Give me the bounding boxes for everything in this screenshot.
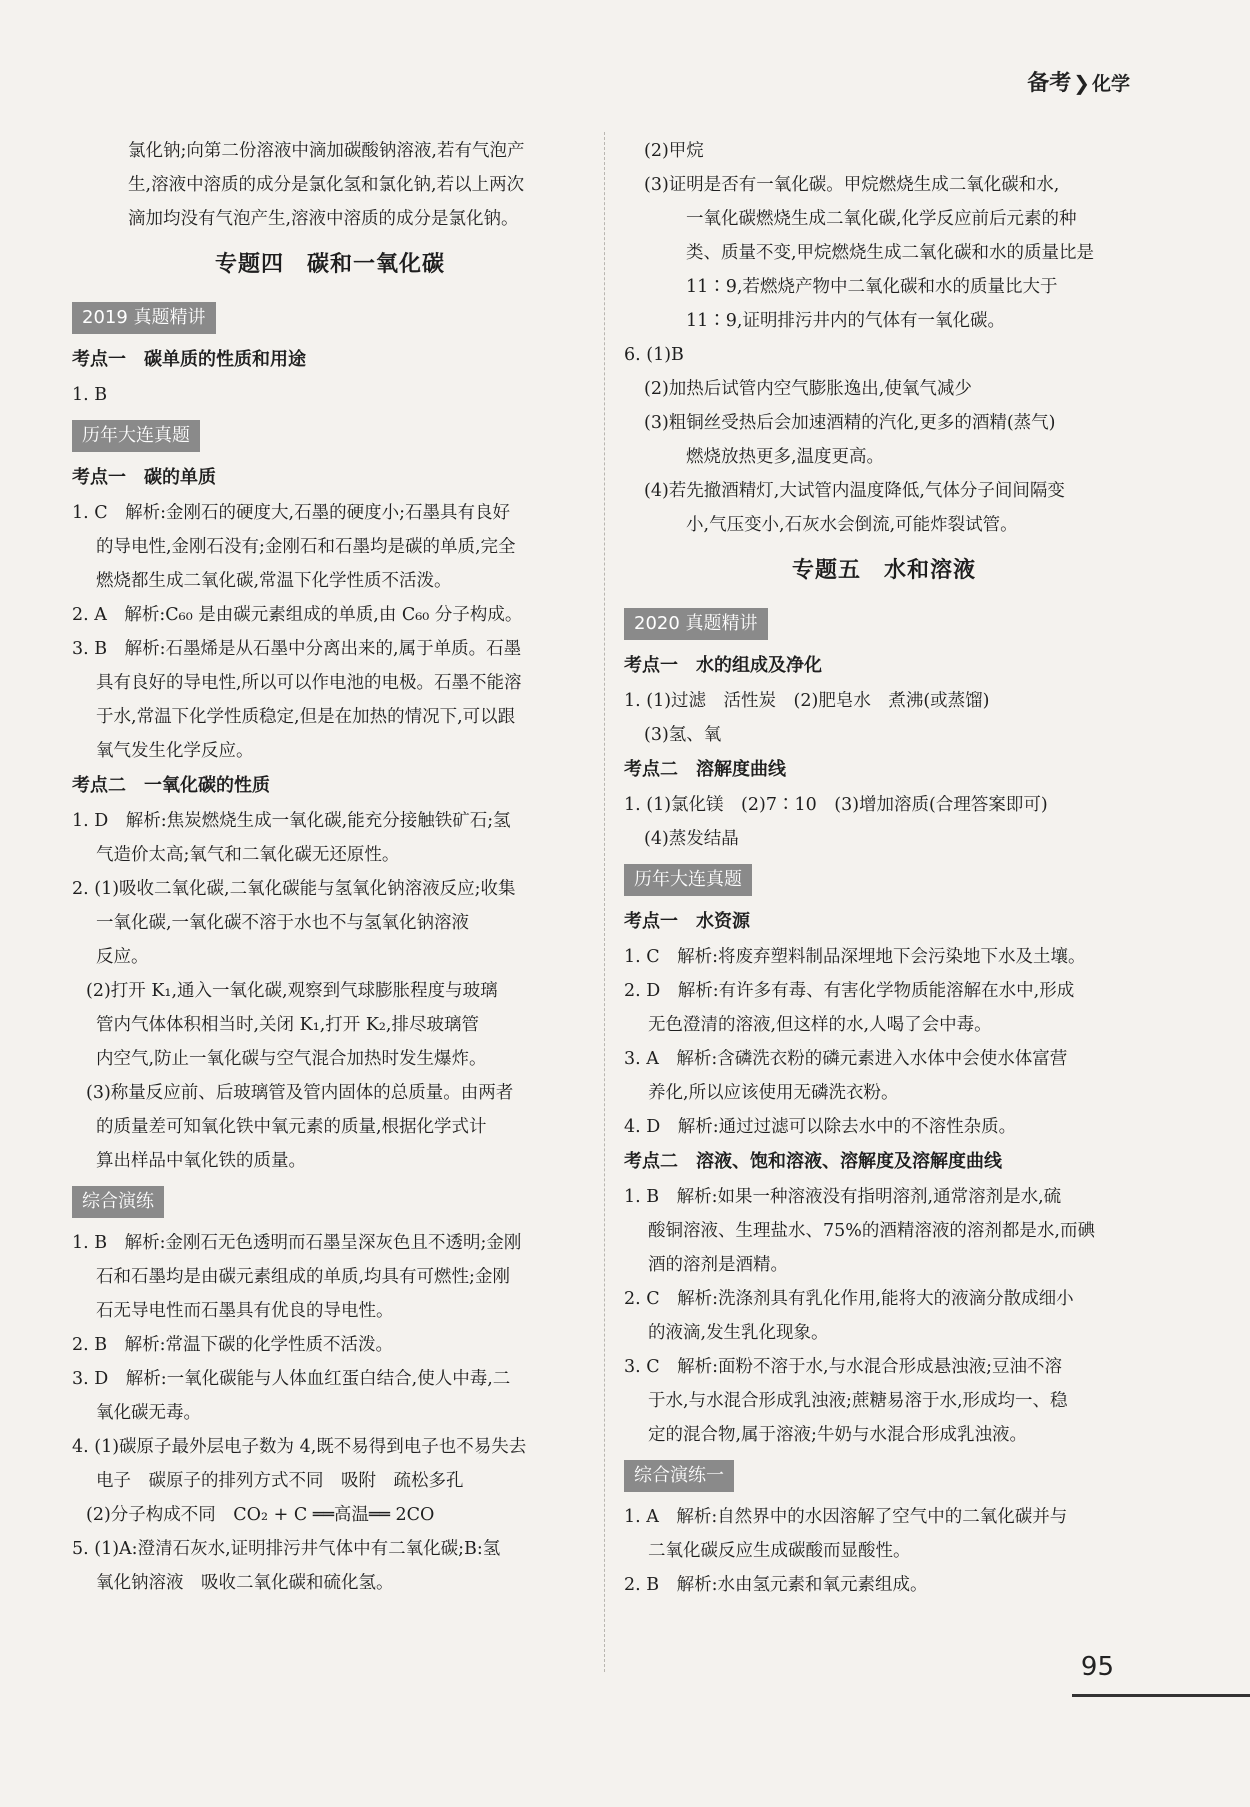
text-line: 生,溶液中溶质的成分是氯化氢和氯化钠,若以上两次: [128, 175, 525, 195]
answer-line: 1. C 解析:金刚石的硬度大,石墨的硬度小;石墨具有良好: [72, 503, 511, 523]
chevron-right-icon: ❯: [1073, 71, 1090, 95]
answer-line: 的液滴,发生乳化现象。: [648, 1323, 829, 1343]
answer-line: 1. B 解析:金刚石无色透明而石墨呈深灰色且不透明;金刚: [72, 1233, 522, 1253]
answer-line: 内空气,防止一氧化碳与空气混合加热时发生爆炸。: [96, 1049, 487, 1069]
answer-line: 6. (1)B: [624, 345, 684, 365]
answer-line: 1. C 解析:将废弃塑料制品深埋地下会污染地下水及土壤。: [624, 947, 1086, 967]
answer-line: 1. (1)氯化镁 (2)7∶10 (3)增加溶质(合理答案即可): [624, 795, 1048, 815]
section-badge: 历年大连真题: [72, 420, 200, 452]
answer-line: 酸铜溶液、生理盐水、75%的酒精溶液的溶剂都是水,而碘: [648, 1221, 1095, 1241]
answer-line: (3)证明是否有一氧化碳。甲烷燃烧生成二氧化碳和水,: [644, 175, 1060, 195]
answer-line: 管内气体体积相当时,关闭 K₁,打开 K₂,排尽玻璃管: [96, 1015, 479, 1035]
answer-line: (4)若先撤酒精灯,大试管内温度降低,气体分子间间隔变: [644, 481, 1065, 501]
answer-line: (3)氢、氧: [644, 725, 722, 745]
section-badge: 2020 真题精讲: [624, 608, 768, 640]
answer-line: (3)粗铜丝受热后会加速酒精的汽化,更多的酒精(蒸气): [644, 413, 1056, 433]
answer-line: 一氧化碳,一氧化碳不溶于水也不与氢氧化钠溶液: [96, 913, 470, 933]
answer-line: 类、质量不变,甲烷燃烧生成二氧化碳和水的质量比是: [686, 243, 1095, 263]
key-point-heading: 考点一 碳的单质: [72, 467, 216, 488]
answer-line: 电子 碳原子的排列方式不同 吸附 疏松多孔: [96, 1471, 464, 1491]
answer-line: 酒的溶剂是酒精。: [648, 1255, 788, 1275]
answer-line: 1. (1)过滤 活性炭 (2)肥皂水 煮沸(或蒸馏): [624, 691, 990, 711]
answer-line: 养化,所以应该使用无磷洗衣粉。: [648, 1083, 899, 1103]
answer-line: 2. B 解析:水由氢元素和氧元素组成。: [624, 1575, 928, 1595]
answer-line: (3)称量反应前、后玻璃管及管内固体的总质量。由两者: [86, 1083, 514, 1103]
header-brand: 备考: [1027, 71, 1072, 96]
answer-line: 石和石墨均是由碳元素组成的单质,均具有可燃性;金刚: [96, 1267, 510, 1287]
answer-line: 4. (1)碳原子最外层电子数为 4,既不易得到电子也不易失去: [72, 1437, 527, 1457]
answer-line: 2. B 解析:常温下碳的化学性质不活泼。: [72, 1335, 394, 1355]
answer-line: 11∶9,若燃烧产物中二氧化碳和水的质量比大于: [686, 277, 1058, 297]
answer-line: 2. (1)吸收二氧化碳,二氧化碳能与氢氧化钠溶液反应;收集: [72, 879, 516, 899]
answer-line: 2. C 解析:洗涤剂具有乳化作用,能将大的液滴分散成细小: [624, 1289, 1074, 1309]
text-line: 滴加均没有气泡产生,溶液中溶质的成分是氯化钠。: [128, 209, 519, 229]
key-point-heading: 考点二 溶液、饱和溶液、溶解度及溶解度曲线: [624, 1151, 1002, 1172]
section-title: 专题五 水和溶液: [791, 558, 976, 583]
answer-line: 3. A 解析:含磷洗衣粉的磷元素进入水体中会使水体富营: [624, 1049, 1068, 1069]
answer-line: 氧化钠溶液 吸收二氧化碳和硫化氢。: [96, 1573, 394, 1593]
key-point-heading: 考点二 溶解度曲线: [624, 759, 786, 780]
answer-line: 于水,常温下化学性质稳定,但是在加热的情况下,可以跟: [96, 707, 516, 727]
page-number: 95: [1080, 1652, 1114, 1682]
page-number-rule: [1072, 1694, 1250, 1697]
answer-line: 一氧化碳燃烧生成二氧化碳,化学反应前后元素的种: [686, 209, 1077, 229]
answer-line: 反应。: [96, 947, 149, 967]
answer-line: 4. D 解析:通过过滤可以除去水中的不溶性杂质。: [624, 1117, 1017, 1137]
answer-line: 燃烧都生成二氧化碳,常温下化学性质不活泼。: [96, 571, 452, 591]
answer-line: (2)分子构成不同 CO₂ + C ══高温══ 2CO: [86, 1505, 435, 1525]
left-column: [72, 134, 588, 1600]
answer-line: 的质量差可知氧化铁中氧元素的质量,根据化学式计: [96, 1117, 487, 1137]
answer-line: 2. A 解析:C₆₀ 是由碳元素组成的单质,由 C₆₀ 分子构成。: [72, 605, 523, 625]
column-divider: [604, 132, 605, 1672]
answer-line: (2)打开 K₁,通入一氧化碳,观察到气球膨胀程度与玻璃: [86, 981, 498, 1001]
answer-line: 氧气发生化学反应。: [96, 741, 254, 761]
answer-line: 气造价太高;氧气和二氧化碳无还原性。: [96, 845, 400, 865]
answer-line: 石无导电性而石墨具有优良的导电性。: [96, 1301, 394, 1321]
header: [1027, 66, 1130, 97]
section-badge: 2019 真题精讲: [72, 302, 216, 334]
section-badge: 历年大连真题: [624, 864, 752, 896]
answer-line: 算出样品中氧化铁的质量。: [96, 1151, 306, 1171]
answer-line: 3. B 解析:石墨烯是从石墨中分离出来的,属于单质。石墨: [72, 639, 522, 659]
answer-line: 2. D 解析:有许多有毒、有害化学物质能溶解在水中,形成: [624, 981, 1075, 1001]
answer-line: 3. D 解析:一氧化碳能与人体血红蛋白结合,使人中毒,二: [72, 1369, 511, 1389]
answer-line: 无色澄清的溶液,但这样的水,人喝了会中毒。: [648, 1015, 992, 1035]
answer-line: 氧化碳无毒。: [96, 1403, 201, 1423]
text-line: 氯化钠;向第二份溶液中滴加碳酸钠溶液,若有气泡产: [128, 141, 525, 161]
answer-line: 11∶9,证明排污井内的气体有一氧化碳。: [686, 311, 1005, 331]
answer-line: 1. D 解析:焦炭燃烧生成一氧化碳,能充分接触铁矿石;氢: [72, 811, 511, 831]
section-badge: 综合演练一: [624, 1460, 734, 1492]
right-column: [624, 134, 1144, 1602]
answer-line: 具有良好的导电性,所以可以作电池的电极。石墨不能溶: [96, 673, 522, 693]
answer-line: 5. (1)A:澄清石灰水,证明排污井气体中有二氧化碳;B:氢: [72, 1539, 501, 1559]
answer-line: (2)甲烷: [644, 141, 704, 161]
answer-line: (4)蒸发结晶: [644, 829, 739, 849]
answer-line: 燃烧放热更多,温度更高。: [686, 447, 885, 467]
answer-line: 3. C 解析:面粉不溶于水,与水混合形成悬浊液;豆油不溶: [624, 1357, 1063, 1377]
section-badge: 综合演练: [72, 1186, 164, 1218]
key-point-heading: 考点二 一氧化碳的性质: [72, 775, 270, 796]
answer-line: 于水,与水混合形成乳浊液;蔗糖易溶于水,形成均一、稳: [648, 1391, 1068, 1411]
key-point-heading: 考点一 水资源: [624, 911, 750, 932]
answer-line: 1. B: [72, 385, 108, 405]
section-title: 专题四 碳和一氧化碳: [214, 252, 445, 277]
key-point-heading: 考点一 碳单质的性质和用途: [72, 349, 306, 370]
answer-line: 1. A 解析:自然界中的水因溶解了空气中的二氧化碳并与: [624, 1507, 1068, 1527]
answer-line: 的导电性,金刚石没有;金刚石和石墨均是碳的单质,完全: [96, 537, 516, 557]
answer-line: 1. B 解析:如果一种溶液没有指明溶剂,通常溶剂是水,硫: [624, 1187, 1062, 1207]
answer-line: 小,气压变小,石灰水会倒流,可能炸裂试管。: [686, 515, 1018, 535]
answer-line: 二氧化碳反应生成碳酸而显酸性。: [648, 1541, 911, 1561]
header-subject: 化学: [1091, 73, 1130, 95]
key-point-heading: 考点一 水的组成及净化: [624, 655, 822, 676]
answer-line: 定的混合物,属于溶液;牛奶与水混合形成乳浊液。: [648, 1425, 1027, 1445]
answer-line: (2)加热后试管内空气膨胀逸出,使氧气减少: [644, 379, 972, 399]
